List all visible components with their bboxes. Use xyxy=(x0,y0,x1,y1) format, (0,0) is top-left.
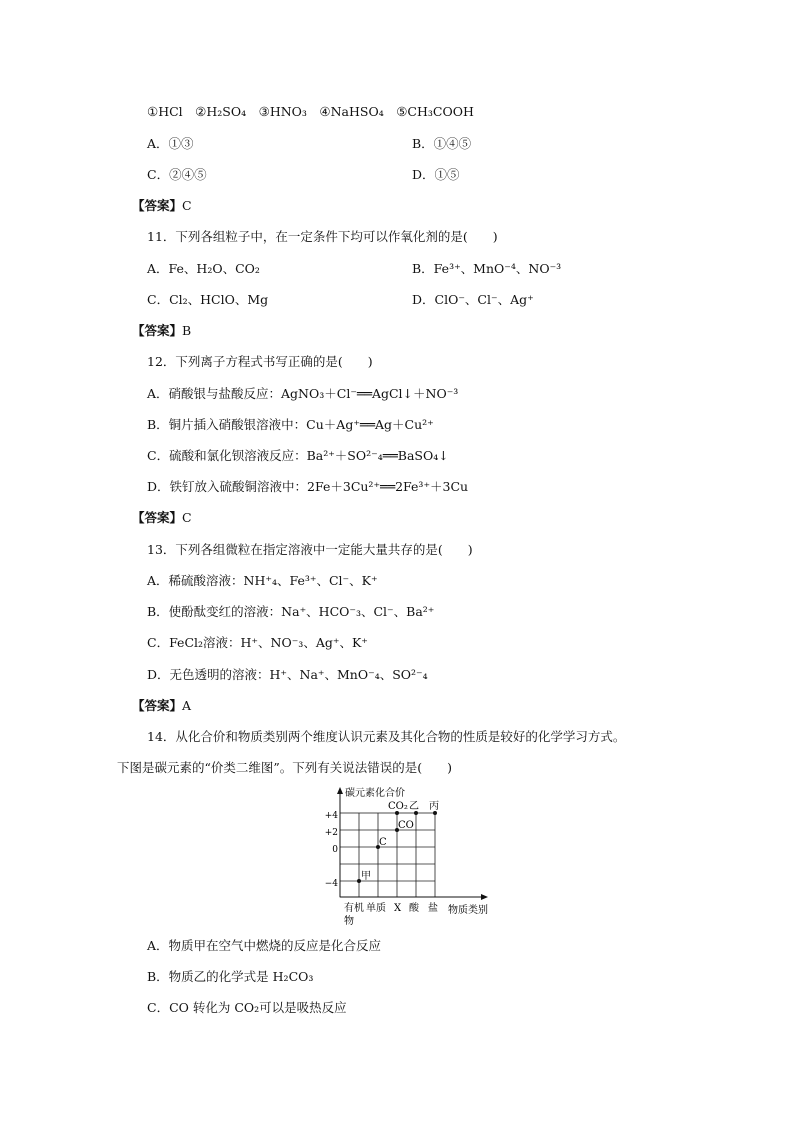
answer-value: A xyxy=(182,698,192,713)
point-label: 甲 xyxy=(361,871,371,882)
q13-answer xyxy=(132,698,191,714)
q14-option-b: B．物质乙的化学式是 H₂CO₃ xyxy=(147,969,314,984)
point-label: CO₂ xyxy=(388,801,408,812)
q12-stem: 12．下列离子方程式书写正确的是( ) xyxy=(147,354,373,369)
q14-stem-line1: 14．从化合价和物质类别两个维度认识元素及其化合物的性质是较好的化学学习方式。 xyxy=(147,729,626,744)
point-label: 乙 xyxy=(409,801,419,812)
q10-option-b: B．①④⑤ xyxy=(412,136,472,151)
valence-category-chart xyxy=(308,785,508,930)
q11-stem: 11．下列各组粒子中，在一定条件下均可以作氧化剂的是( ) xyxy=(147,229,498,244)
answer-label: 【答案】 xyxy=(132,323,183,338)
x-category: 盐 xyxy=(428,903,438,914)
q12-option-c: C．硫酸和氯化钡溶液反应：Ba²⁺＋SO²⁻₄══BaSO₄↓ xyxy=(147,448,449,463)
chart-grid xyxy=(340,813,435,897)
answer-value: B xyxy=(182,323,192,338)
q12-answer xyxy=(132,510,192,526)
answer-label: 【答案】 xyxy=(132,198,183,213)
x-category-organic-line2: 物 xyxy=(344,916,354,927)
q12-option-d: D．铁钉放入硫酸铜溶液中：2Fe＋3Cu²⁺══2Fe³⁺＋3Cu xyxy=(147,479,469,494)
q13-stem: 13．下列各组微粒在指定溶液中一定能大量共存的是( ) xyxy=(147,542,473,557)
q13-option-d: D．无色透明的溶液：H⁺、Na⁺、MnO⁻₄、SO²⁻₄ xyxy=(147,667,428,682)
x-category: 单质 xyxy=(366,903,386,914)
q13-option-b: B．使酚酞变红的溶液：Na⁺、HCO⁻₃、Cl⁻、Ba²⁺ xyxy=(147,604,435,619)
q11-option-c: C．Cl₂、HClO、Mg xyxy=(147,292,269,307)
q11-option-d: D．ClO⁻、Cl⁻、Ag⁺ xyxy=(412,292,534,307)
x-category-organic-line1: 有机 xyxy=(344,903,364,914)
q12-option-b: B．铜片插入硝酸银溶液中：Cu＋Ag⁺══Ag＋Cu²⁺ xyxy=(147,417,434,432)
q13-option-c: C．FeCl₂溶液：H⁺、NO⁻₃、Ag⁺、K⁺ xyxy=(147,635,368,650)
y-axis-arrow xyxy=(337,787,343,794)
q14-stem-line2: 下图是碳元素的“价类二维图”。下列有关说法错误的是( ) xyxy=(117,760,453,775)
point-label: 丙 xyxy=(429,801,439,812)
q12-option-a: A．硝酸银与盐酸反应：AgNO₃＋Cl⁻══AgCl↓＋NO⁻³ xyxy=(147,386,459,401)
x-category: X xyxy=(394,903,402,914)
x-category: 酸 xyxy=(409,903,419,914)
x-axis-label: 物质类别 xyxy=(448,905,488,916)
y-tick: +2 xyxy=(324,828,338,838)
y-tick: −4 xyxy=(324,879,338,889)
y-axis-label: 碳元素化合价 xyxy=(345,788,405,799)
q10-option-c: C．②④⑤ xyxy=(147,167,207,182)
q10-answer xyxy=(132,198,192,214)
q10-option-d: D．①⑤ xyxy=(412,167,460,182)
q11-option-a: A．Fe、H₂O、CO₂ xyxy=(147,261,260,276)
q11-option-b: B．Fe³⁺、MnO⁻⁴、NO⁻³ xyxy=(412,261,562,276)
point-label: CO xyxy=(398,820,414,831)
q10-items: ①HCl ②H₂SO₄ ③HNO₃ ④NaHSO₄ ⑤CH₃COOH xyxy=(147,104,474,119)
q13-option-a: A．稀硫酸溶液：NH⁺₄、Fe³⁺、Cl⁻、K⁺ xyxy=(147,573,378,588)
y-tick: +4 xyxy=(324,811,338,821)
y-tick: 0 xyxy=(332,845,338,855)
q10-option-a: A．①③ xyxy=(147,136,194,151)
answer-label: 【答案】 xyxy=(132,698,183,713)
answer-value: C xyxy=(182,510,192,525)
point-label: C xyxy=(379,837,387,848)
x-axis-arrow xyxy=(481,894,488,900)
answer-label: 【答案】 xyxy=(132,510,183,525)
q14-option-c: C．CO 转化为 CO₂可以是吸热反应 xyxy=(147,1000,347,1015)
q14-option-a: A．物质甲在空气中燃烧的反应是化合反应 xyxy=(147,938,382,953)
q11-answer xyxy=(132,323,191,339)
answer-value: C xyxy=(182,198,192,213)
